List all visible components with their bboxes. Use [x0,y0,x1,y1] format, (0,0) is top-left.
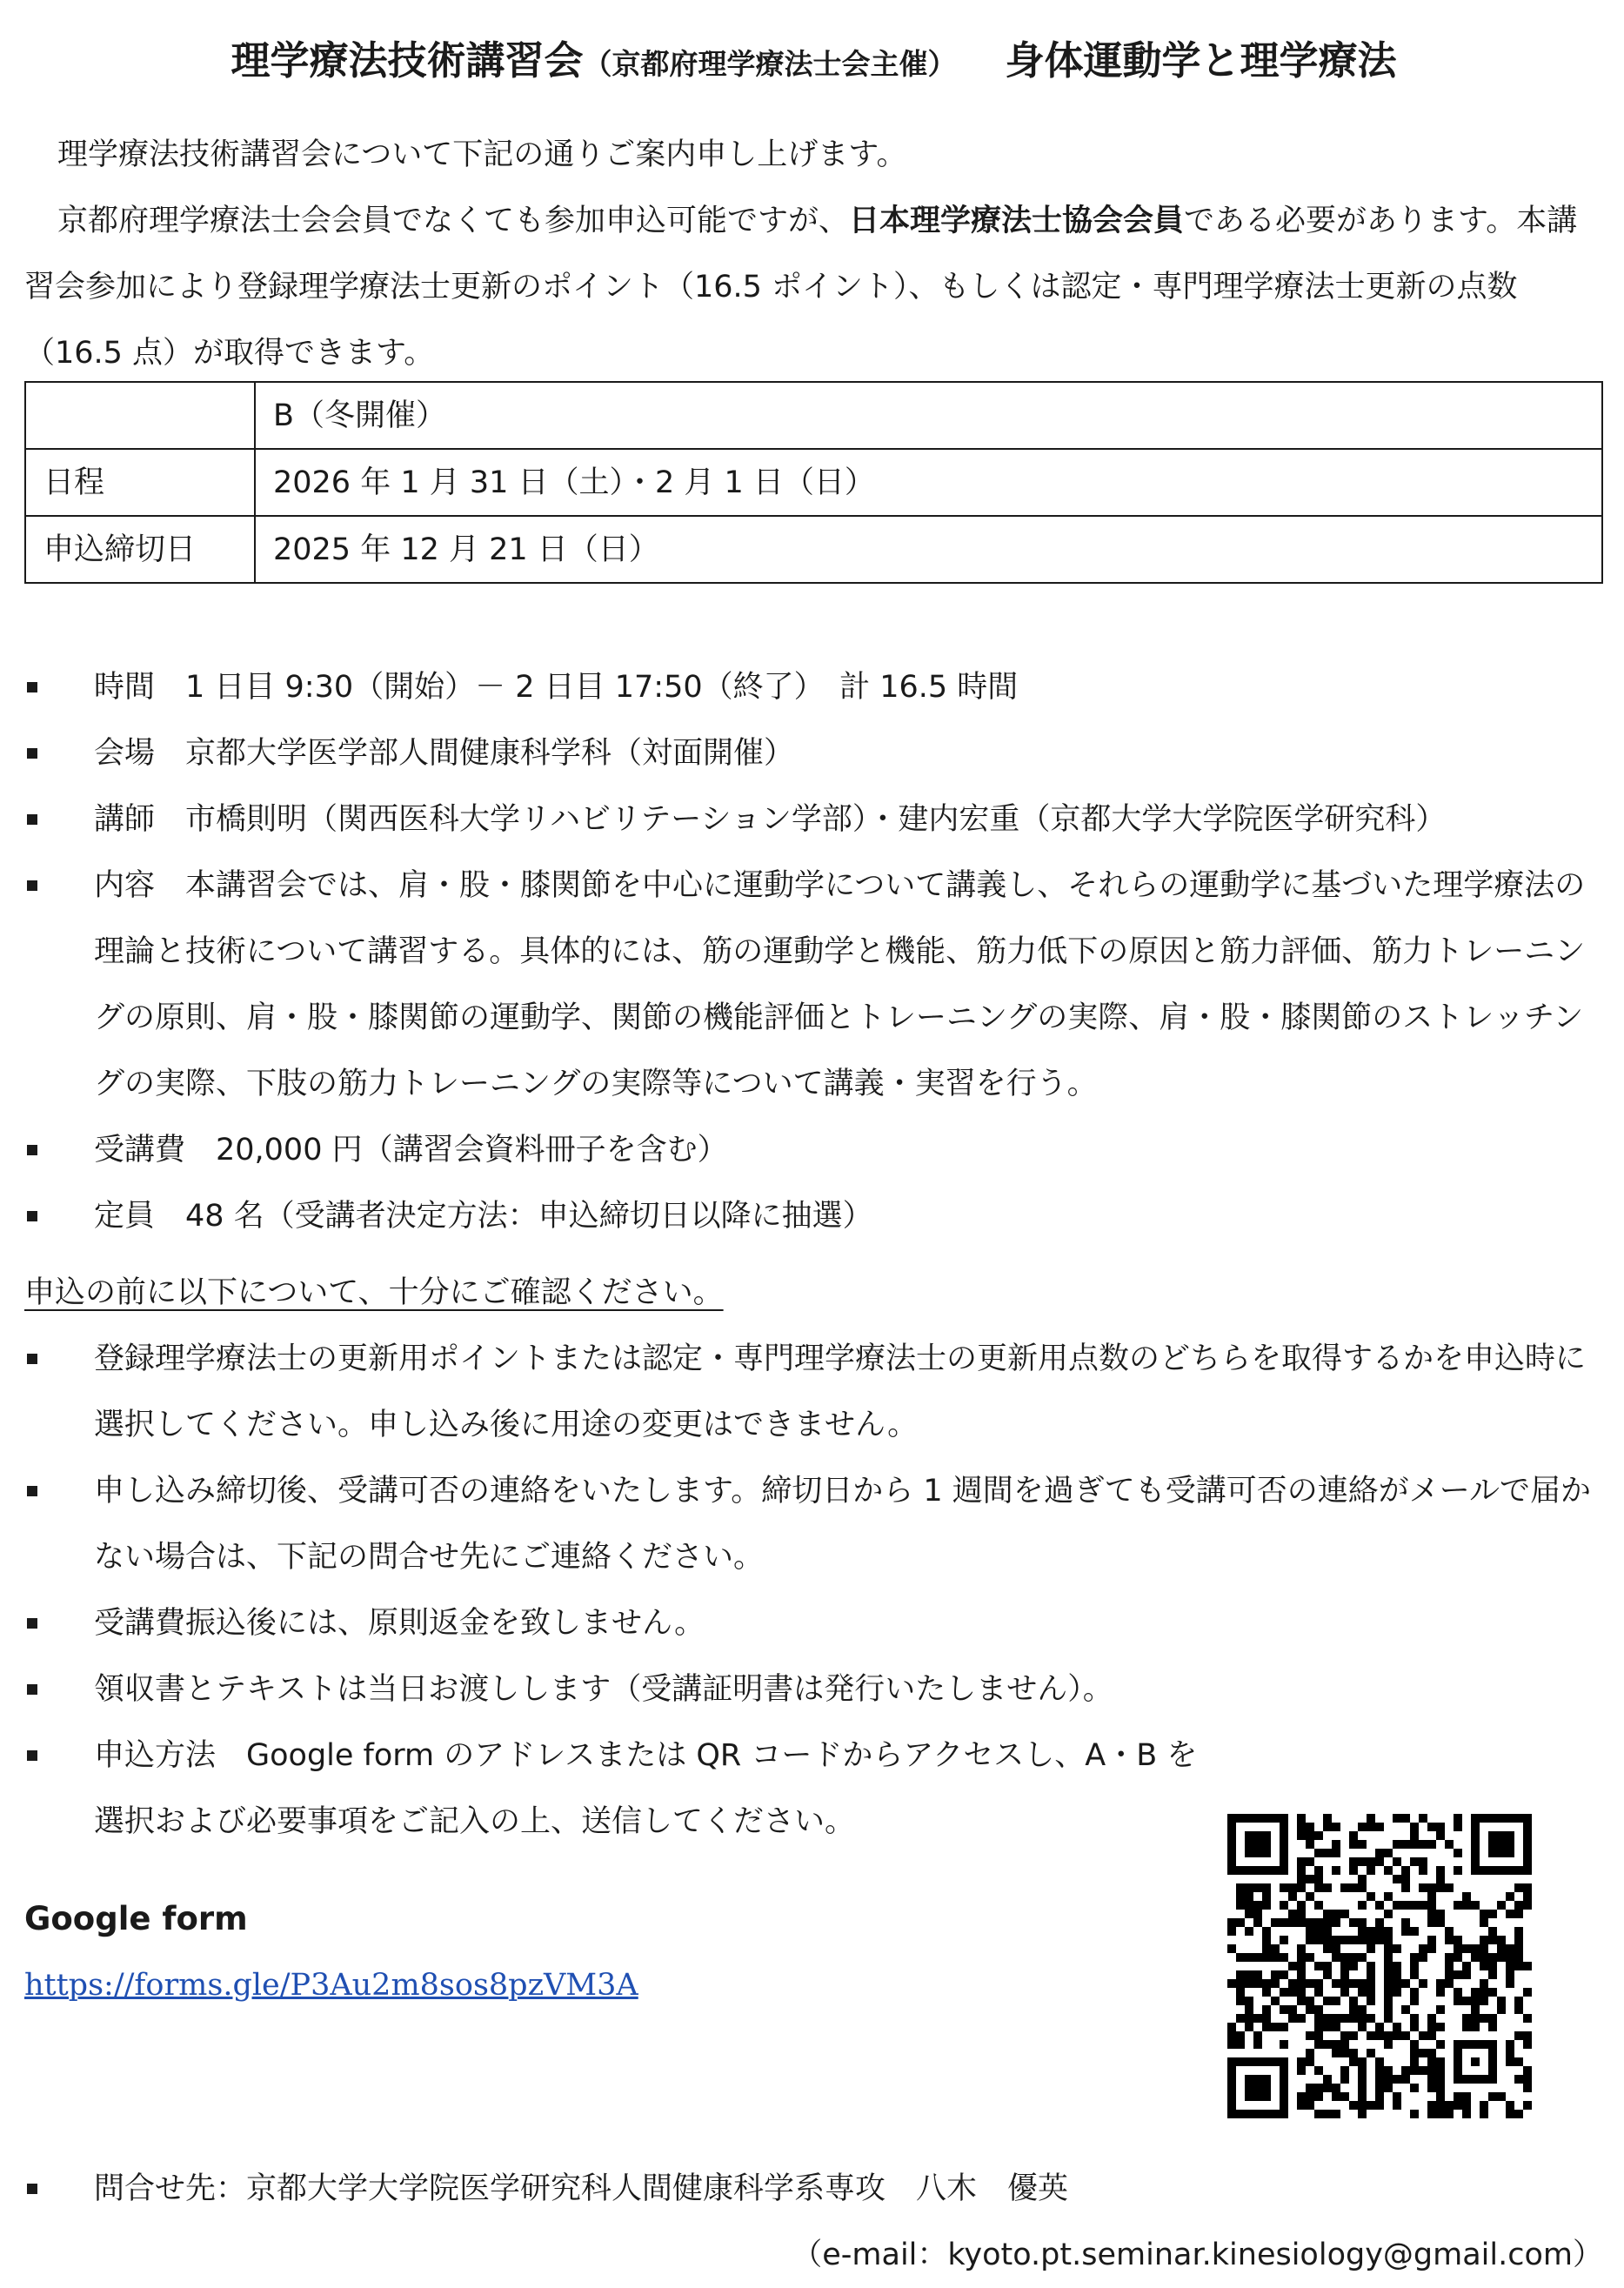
notice-list [24,1326,1603,1855]
flyer [24,26,1603,2272]
details-list [24,654,1603,1249]
contact-list [24,2156,1603,2222]
title-main: 理学療法技術講習会 [231,37,584,84]
list-item: 内容 本講習会では、肩・股・膝関節を中心に運動学について講義し、それらの運動学に基づいた理学療法の理論と技術について講習する。具体的には、筋の運動学と機能、筋力低下の原因と筋力評価、筋力トレーニングの原則、肩・股・膝関節の運動学、関節の機能評価とトレーニングの実際、肩・股・膝関節のストレッチングの実際、下肢の筋力トレーニングの実際等について講義・実習を行う。 [24,853,1603,1117]
list-item: 会場 京都大学医学部人間健康科学科（対面開催） [24,720,1603,786]
table-cell-value: 2025 年 12 月 21 日（日） [255,516,1602,583]
list-item: 申し込み締切後、受講可否の連絡をいたします。締切日から 1 週間を過ぎても受講可否の連絡がメールで届かない場合は、下記の問合せ先にご連絡ください。 [24,1458,1603,1590]
list-item: 受講費 20,000 円（講習会資料冊子を含む） [24,1117,1603,1183]
intro-text: 京都府理学療法士会会員でなくても参加申込可能ですが、 [57,204,850,238]
table-row [25,382,1602,449]
notice-heading-text: 申込の前に以下について、十分にご確認ください。 [24,1275,724,1310]
contact-email: （e-mail：kyoto.pt.seminar.kinesiology@gmail.com） [792,2238,1603,2272]
table-row [25,516,1602,583]
title-organizer: （京都府理学療法士会主催） [583,47,957,81]
table-cell-label: 申込締切日 [25,516,255,583]
table-cell-session: B（冬開催） [255,382,1602,449]
google-form-label: Google form [24,1900,248,1937]
list-item: 定員 48 名（受講者決定方法：申込締切日以降に抽選） [24,1183,1603,1249]
page-title [24,26,1603,84]
contact-line: 問合せ先：京都大学大学院医学研究科人間健康科学系専攻 八木 優英 [24,2156,1603,2222]
list-item: 講師 市橋則明（関西医科大学リハビリテーション学部）・建内宏重（京都大学大学院医学研究科） [24,786,1603,853]
list-item: 領収書とテキストは当日お渡しします（受講証明書は発行いたしません）。 [24,1656,1603,1723]
list-item: 時間 1 日目 9:30（開始）－ 2 日目 17:50（終了） 計 16.5 時間 [24,654,1603,720]
list-item: 受講費振込後には、原則返金を致しません。 [24,1590,1603,1656]
notice-heading [24,1260,724,1326]
table-cell-value: 2026 年 1 月 31 日（土）・2 月 1 日（日） [255,449,1602,516]
intro-line-1: 理学療法技術講習会について下記の通りご案内申し上げます。 [57,137,907,172]
title-topic: 身体運動学と理学療法 [1005,37,1397,84]
list-item: 登録理学療法士の更新用ポイントまたは認定・専門理学療法士の更新用点数のどちらを取得するかを申込時に選択してください。申し込み後に用途の変更はできません。 [24,1326,1603,1458]
intro-paragraph [24,188,1603,386]
intro-text-rest: である必要があります。本講習会参加により登録理学療法士更新のポイント（16.5 ポイント）、もしくは認定・専門理学療法士更新の点数（16.5 点）が取得できます。 [24,204,1578,371]
table-row [25,449,1602,516]
google-form-link[interactable]: https://forms.gle/P3Au2m8sos8pzVM3A [24,1968,638,2003]
table-cell-label: 日程 [25,449,255,516]
list-item: 申込方法 Google form のアドレスまたは QR コードからアクセスし、A・B を選択および必要事項をご記入の上、送信してください。 [24,1723,1207,1855]
schedule-table [24,381,1603,584]
qr-code[interactable] [1227,1814,1532,2118]
intro-membership-requirement: 日本理学療法士協会会員 [849,204,1185,238]
table-cell-empty [25,382,255,449]
